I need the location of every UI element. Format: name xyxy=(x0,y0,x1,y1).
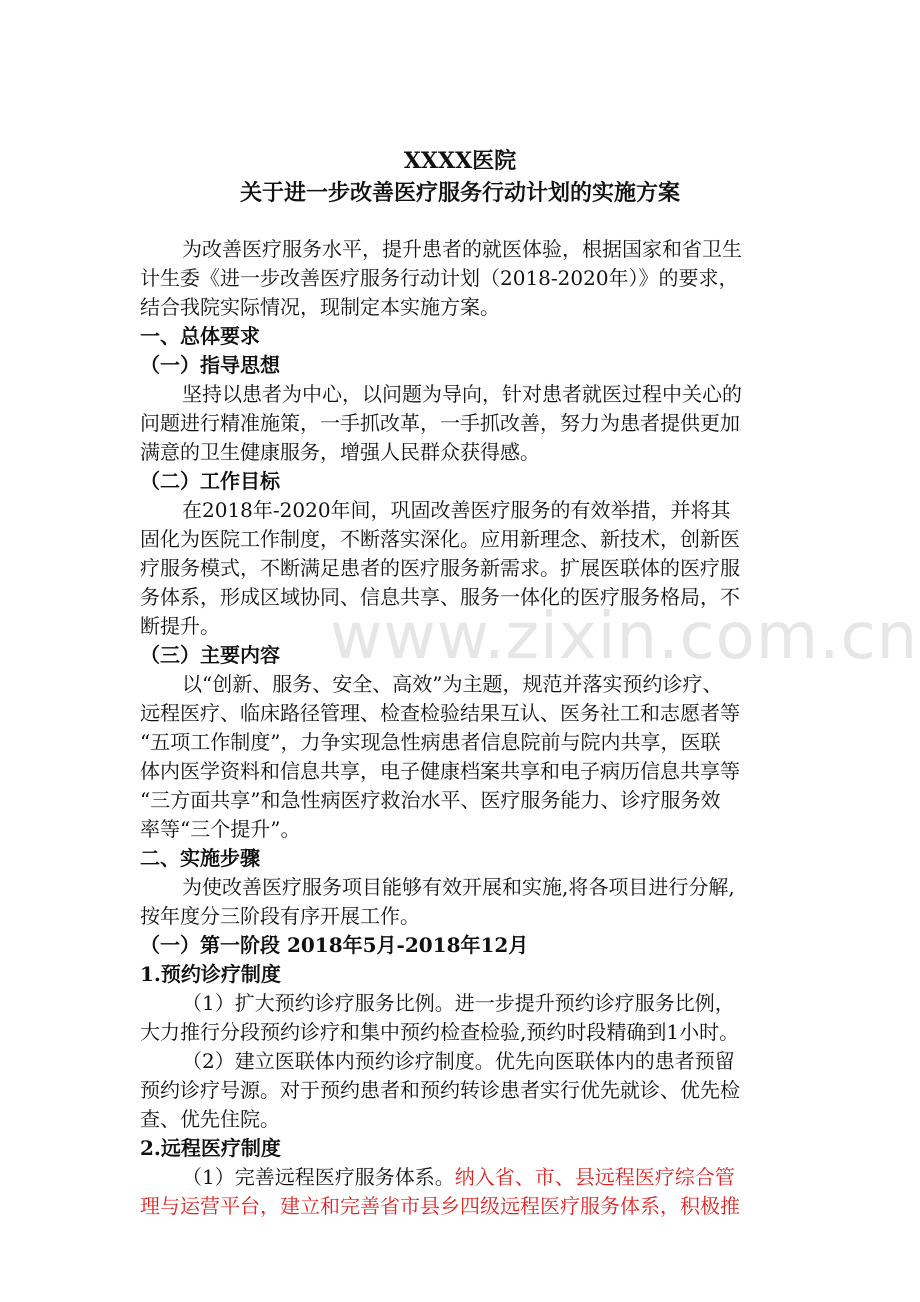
remote-line-2-highlight: 理与运营平台，建立和完善省市县乡四级远程医疗服务体系，积极推 xyxy=(140,1194,740,1218)
goal-line-3: 疗服务模式，不断满足患者的医疗服务新需求。扩展医联体的医疗服 xyxy=(140,556,740,580)
remote-line-1 xyxy=(182,1163,842,1192)
content-line-4: 体内医学资料和信息共享，电子健康档案共享和电子病历信息共享等 xyxy=(140,759,740,783)
document-title-line1: XXXX医院 xyxy=(403,148,517,174)
appointment-1-line-1: （1）扩大预约诊疗服务比例。进一步提升预约诊疗服务比例， xyxy=(182,991,735,1015)
watermark: www.zixin.com.cn xyxy=(330,600,919,674)
intro-line-2: 计生委《进一步改善医疗服务行动计划（2018-2020年）》的要求， xyxy=(140,266,739,290)
heading-remote: 2.远程医疗制度 xyxy=(140,1136,281,1160)
heading-guiding: （一）指导思想 xyxy=(140,353,280,377)
heading-steps: 二、实施步骤 xyxy=(140,846,260,870)
content-line-5: “三方面共享”和急性病医疗救治水平、医疗服务能力、诊疗服务效 xyxy=(140,788,721,812)
remote-line-1-black: （1）完善远程医疗服务体系。 xyxy=(182,1165,455,1189)
heading-overall: 一、总体要求 xyxy=(140,324,260,348)
intro-line-3: 结合我院实际情况，现制定本实施方案。 xyxy=(140,295,500,319)
goal-line-1: 在2018年-2020年间，巩固改善医疗服务的有效举措，并将其 xyxy=(182,498,731,522)
heading-appointment: 1.预约诊疗制度 xyxy=(140,962,281,986)
goal-line-4: 务体系，形成区域协同、信息共享、服务一体化的医疗服务格局，不 xyxy=(140,585,740,609)
intro-line-1: 为改善医疗服务水平，提升患者的就医体验，根据国家和省卫生 xyxy=(182,237,742,261)
appointment-2-line-3: 查、优先住院。 xyxy=(140,1107,280,1131)
content-line-1: 以“创新、服务、安全、高效”为主题，规范并落实预约诊疗、 xyxy=(182,672,723,696)
content-line-2: 远程医疗、临床路径管理、检查检验结果互认、医务社工和志愿者等 xyxy=(140,701,740,725)
guiding-line-2: 问题进行精准施策，一手抓改革，一手抓改善，努力为患者提供更加 xyxy=(140,411,740,435)
goal-line-2: 固化为医院工作制度，不断落实深化。应用新理念、新技术，创新医 xyxy=(140,527,740,551)
heading-content: （三）主要内容 xyxy=(140,643,280,667)
steps-line-2: 按年度分三阶段有序开展工作。 xyxy=(140,904,420,928)
heading-phase1: （一）第一阶段 2018年5月-2018年12月 xyxy=(140,933,529,957)
content-line-6: 率等“三个提升”。 xyxy=(140,817,301,841)
content-line-3: “五项工作制度”，力争实现急性病患者信息院前与院内共享，医联 xyxy=(140,730,721,754)
guiding-line-1: 坚持以患者为中心，以问题为导向，针对患者就医过程中关心的 xyxy=(182,382,742,406)
goal-line-5: 断提升。 xyxy=(140,614,220,638)
guiding-line-3: 满意的卫生健康服务，增强人民群众获得感。 xyxy=(140,440,540,464)
remote-line-1-highlight: 纳入省、市、县远程医疗综合管 xyxy=(454,1165,735,1189)
heading-goal: （二）工作目标 xyxy=(140,469,280,493)
document-title-line2: 关于进一步改善医疗服务行动计划的实施方案 xyxy=(239,180,680,206)
appointment-1-line-2: 大力推行分段预约诊疗和集中预约检查检验,预约时段精确到1小时。 xyxy=(140,1020,740,1044)
steps-line-1: 为使改善医疗服务项目能够有效开展和实施,将各项目进行分解, xyxy=(182,875,735,899)
appointment-2-line-1: （2）建立医联体内预约诊疗制度。优先向医联体内的患者预留 xyxy=(182,1049,735,1073)
appointment-2-line-2: 预约诊疗号源。对于预约患者和预约转诊患者实行优先就诊、优先检 xyxy=(140,1078,740,1102)
